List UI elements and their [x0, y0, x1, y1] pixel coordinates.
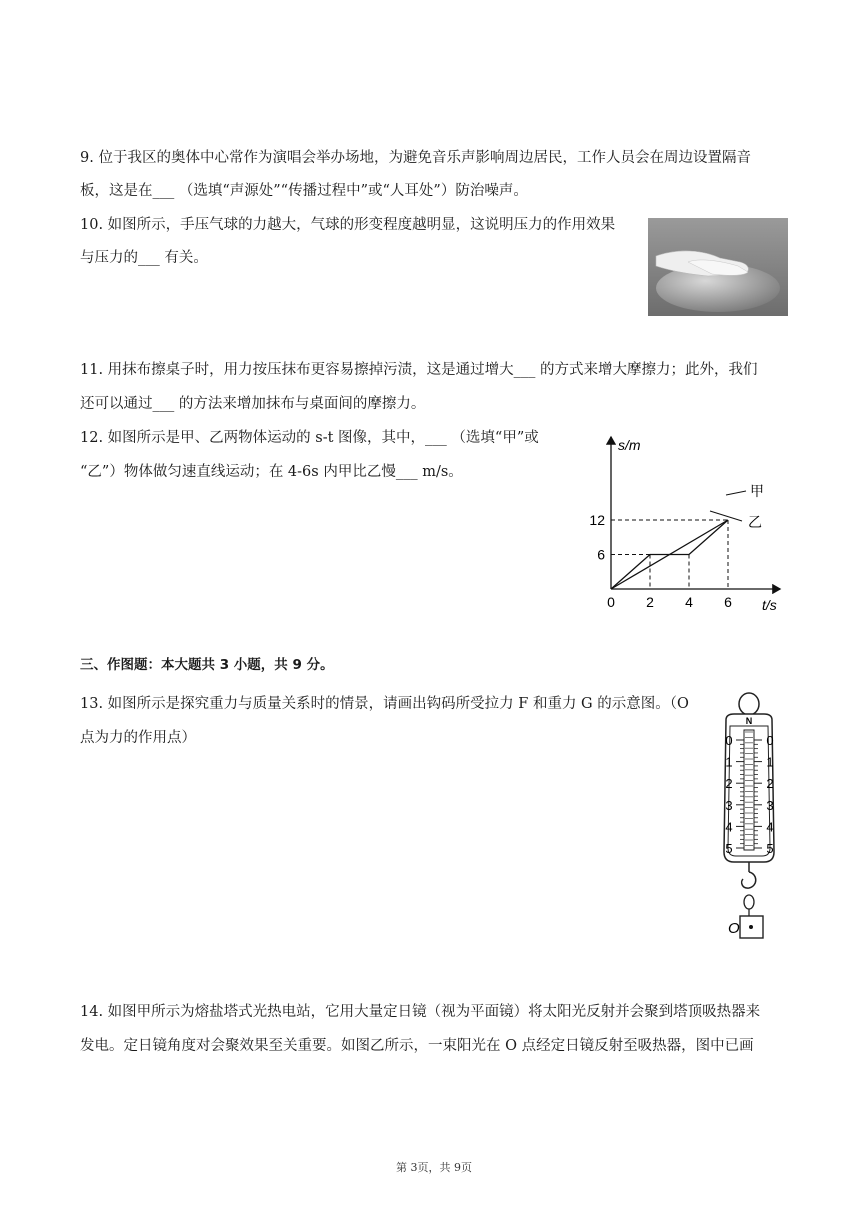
q12-line2: “乙”）物体做匀速直线运动；在 4-6s 内甲比乙慢___ m/s。 [80, 464, 463, 480]
q11-line2: 还可以通过___ 的方法来增加抹布与桌面间的摩擦力。 [80, 396, 426, 412]
spring-scale-figure [718, 690, 798, 965]
left-tick-label: 4 [725, 819, 733, 835]
point-o [749, 925, 753, 929]
right-tick-label: 3 [766, 797, 774, 813]
q9-line2: 板，这是在___ （选填“声源处”“传播过程中”或“人耳处”）防治噪声。 [80, 183, 528, 199]
series-label-yi: 乙 [748, 514, 762, 530]
x-axis-label: t/s [762, 597, 777, 613]
y-tick-label: 6 [597, 546, 605, 563]
q13-line1: 13. 如图所示是探究重力与质量关系时的情景，请画出钩码所受拉力 F 和重力 G 的示意图。（O [80, 696, 689, 712]
jia-leader-line [726, 491, 746, 495]
right-tick-label: 2 [766, 776, 774, 792]
q9-line1: 9. 位于我区的奥体中心常作为演唱会举办场地，为避免音乐声影响周边居民，工作人员会在周边设置隔音 [80, 150, 751, 166]
x-tick-label: 0 [607, 594, 615, 610]
left-tick-label: 3 [725, 797, 733, 813]
point-o-label: O [728, 920, 740, 937]
q14-line2: 发电。定日镜角度对会聚效果至关重要。如图乙所示，一束阳光在 O 点经定日镜反射至吸热器，图中已画 [80, 1038, 754, 1054]
unit-label: N [745, 716, 753, 726]
s-t-chart [580, 425, 810, 615]
right-tick-label: 1 [766, 754, 774, 770]
q10-line1: 10. 如图所示，手压气球的力越大，气球的形变程度越明显，这说明压力的作用效果 [80, 217, 616, 233]
left-tick-label: 1 [725, 754, 733, 770]
section-3-title: 三、作图题：本大题共 3 小题，共 9 分。 [80, 657, 334, 673]
left-tick-label: 0 [725, 733, 733, 748]
q13-line2: 点为力的作用点） [80, 730, 196, 746]
q12-line1: 12. 如图所示是甲、乙两物体运动的 s-t 图像，其中，___ （选填“甲”或 [80, 430, 539, 446]
weight-hook-loop [744, 895, 754, 909]
series-label-jia: 甲 [750, 483, 764, 499]
right-tick-label: 4 [766, 819, 774, 835]
top-ring [739, 693, 759, 715]
page-footer: 第 3页，共 9页 [396, 1161, 472, 1174]
y-axis-label: s/m [618, 437, 641, 453]
left-tick-label: 2 [725, 776, 733, 792]
q11-line1: 11. 用抹布擦桌子时，用力按压抹布更容易擦掉污渍，这是通过增大___ 的方式来增大摩擦力；此外，我们 [80, 362, 758, 378]
x-tick-label: 4 [685, 594, 693, 610]
x-tick-label: 6 [724, 594, 732, 610]
balloon-photo [648, 218, 788, 316]
x-tick-label: 2 [646, 594, 654, 610]
right-tick-label: 0 [766, 733, 774, 748]
q10-line2: 与压力的___ 有关。 [80, 250, 208, 266]
left-tick-label: 5 [725, 841, 733, 856]
q14-line1: 14. 如图甲所示为熔盐塔式光热电站，它用大量定日镜（视为平面镜）将太阳光反射并会聚到塔顶吸热器来 [80, 1004, 761, 1020]
y-tick-label: 12 [589, 512, 605, 528]
hook-icon [742, 872, 756, 888]
right-tick-label: 5 [766, 841, 774, 856]
